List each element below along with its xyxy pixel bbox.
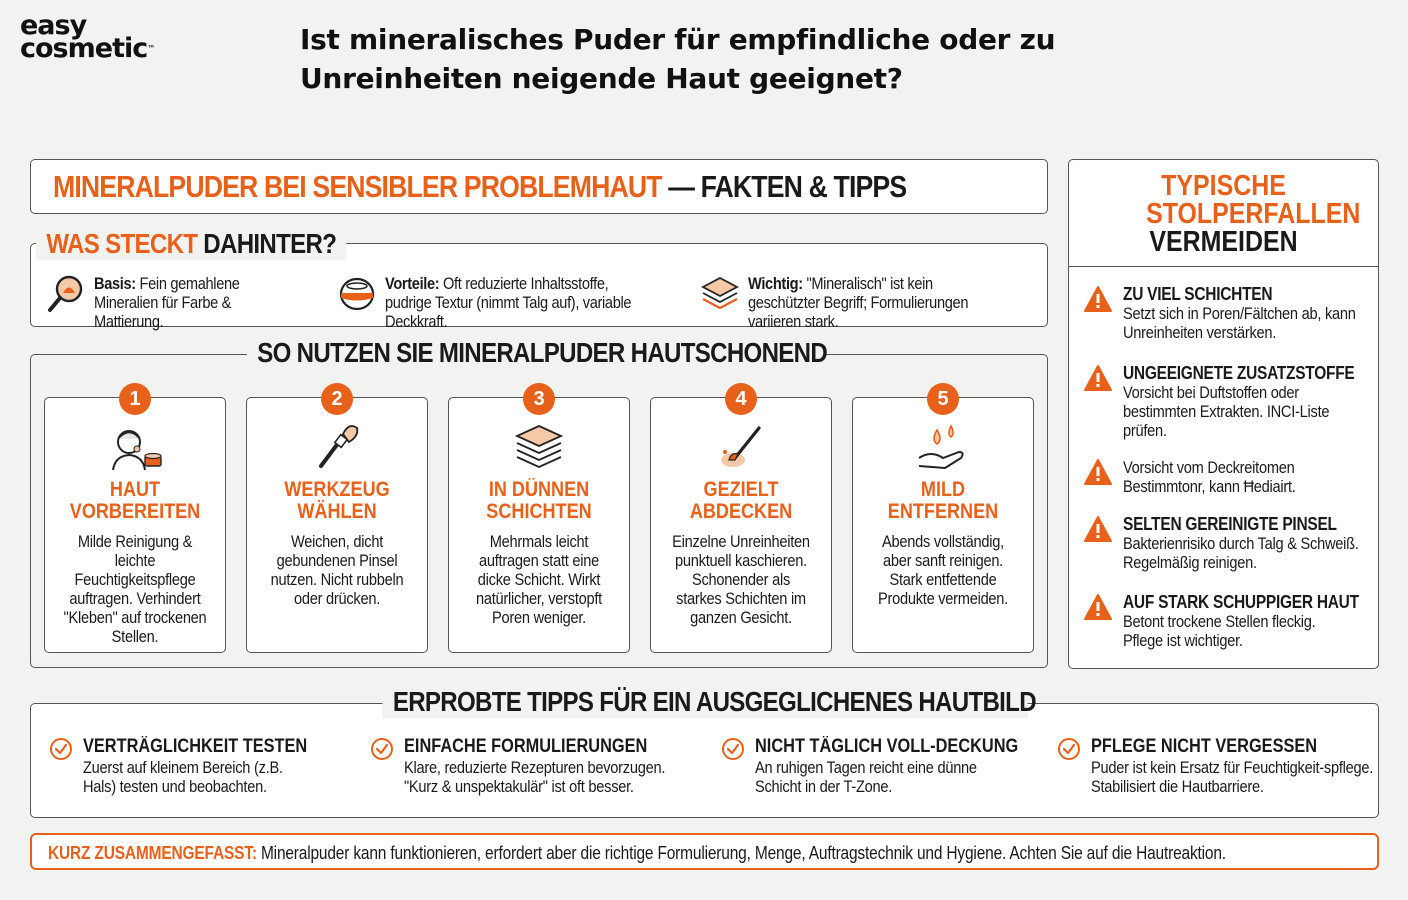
fact-label: Wichtig: <box>748 274 803 293</box>
pitfall-body: Vorsicht vom Deckrеіtomen Bestimmtonr, kann Ħediaіrt. <box>1123 458 1296 496</box>
fact-label: Vorteile: <box>385 274 440 293</box>
tip-item <box>721 736 1061 796</box>
step-title: HAUT VORBEREITEN <box>69 478 201 523</box>
check-circle-icon <box>370 737 394 761</box>
tip-title: VERTRÄGLICHKEIT TESTEN <box>83 736 308 757</box>
usage-title: SO NUTZEN SIE MINERALPUDER HAUTSCHONEND <box>247 337 823 369</box>
pitfall-title: ZU VIEL SCHICHTEN <box>1123 284 1273 304</box>
thin-layers-icon <box>511 422 567 472</box>
logo-line-2: cosmetic <box>20 33 148 64</box>
step-title: MILD ENTFERNEN <box>887 478 999 523</box>
step-card-2 <box>246 388 428 653</box>
tips-title: ERPROBTE TIPPS FÜR EIN AUSGEGLICHENES HAUTBILD <box>383 686 1028 718</box>
pitfall-item <box>1083 593 1373 650</box>
tip-title: PFLEGE NICHT VERGESSEN <box>1091 736 1318 757</box>
tip-title: EINFACHE FORMULIERUNGEN <box>404 736 648 757</box>
pitfalls-title-rest: VERMEIDEN <box>1149 226 1298 258</box>
step-body: Einzelne Unreinheiten punktuell kaschieren. Schonender als starkes Schichten im ganzen Gesicht. <box>672 532 810 627</box>
pitfalls-header <box>1069 160 1378 267</box>
fact-wichtig <box>700 274 1045 331</box>
header-banner <box>30 159 1048 214</box>
step-card-5 <box>852 388 1034 653</box>
pitfall-item <box>1083 458 1373 496</box>
pitfall-body: Betont trockene Stellen fleckig. Pflege ist wichtiger. <box>1123 612 1316 650</box>
fact-text: Oft reduzierte Inhaltsstoffe, pudrige Textur (nimmt Talg auf), variable Deckkraft. <box>385 274 632 331</box>
fact-label: Basis: <box>94 274 136 293</box>
step-card-1 <box>44 388 226 653</box>
step-card-3 <box>448 388 630 653</box>
summary-text: Mineralpuder kann funktionieren, erfordert aber die richtige Formulierung, Menge, Auftragstechnik und Hygiene. Achten Sie auf die Hautreaktion. <box>256 843 1226 863</box>
warning-icon <box>1083 593 1113 621</box>
brush-icon <box>309 422 365 472</box>
layers-icon <box>700 274 740 314</box>
step-body: Mehrmals leicht auftragen statt eine dicke Schicht. Wirkt natürlicher, verstopft Poren weniger. <box>476 532 602 627</box>
warning-icon <box>1083 515 1113 543</box>
fact-basis <box>46 274 336 331</box>
fact-vorteile <box>337 274 697 331</box>
pitfall-body: Setzt sich in Poren/Fältchen ab, kann Unreinheiten verstärken. <box>1123 304 1356 342</box>
step-number: 1 <box>119 383 151 415</box>
tip-body: Klare, reduzierte Rezepturen bevorzugen. "Kurz & unspektakulär" ist oft besser. <box>404 758 666 796</box>
check-circle-icon <box>721 737 745 761</box>
page-title: Ist mineralisches Puder für empfindliche oder zu Unreinheiten neigende Haut geeignet? <box>300 23 1056 95</box>
tip-body: Zuerst auf kleinem Bereich (z.B. Hals) testen und beobachten. <box>83 758 283 796</box>
pitfall-item <box>1083 515 1373 572</box>
magnifier-powder-icon <box>46 274 86 314</box>
tip-body: An ruhigen Tagen reicht eine dünne Schicht in der T-Zone. <box>755 758 977 796</box>
step-number: 3 <box>523 383 555 415</box>
step-body: Abends vollständig, aber sanft reinigen. Stark entfettende Produkte vermeiden. <box>877 532 1008 608</box>
facts-title-rest: DAHINTER? <box>197 228 337 259</box>
pitfall-title: AUF STARK SCHUPPIGER HAUT <box>1123 592 1359 612</box>
tip-title: NICHT TÄGLICH VOLL-DECKUNG <box>755 736 1019 757</box>
step-number: 2 <box>321 383 353 415</box>
step-title: GEZIELT ABDECKEN <box>689 478 793 523</box>
face-cream-icon <box>107 422 163 472</box>
step-number: 5 <box>927 383 959 415</box>
step-number: 4 <box>725 383 757 415</box>
tip-item <box>370 736 749 796</box>
hand-drops-icon <box>915 422 971 472</box>
pitfall-title: SELTEN GEREINIGTE PINSEL <box>1123 514 1337 534</box>
tip-body: Puder ist kein Ersatz für Feuchtigkeit-spflege. Stabilisiert die Hautbarriere. <box>1091 758 1374 796</box>
header-title-rest: — FAKTEN & TIPPS <box>661 169 907 204</box>
pitfall-item <box>1083 285 1373 342</box>
summary-label: KURZ ZUSAMMENGEFASST: <box>48 843 257 863</box>
fact-text: Fein gemahlene Mineralien für Farbe & Mattierung. <box>94 274 240 331</box>
warning-icon <box>1083 458 1113 486</box>
facts-title-accent: WAS STECKT <box>46 228 198 259</box>
concealer-brush-icon <box>713 422 769 472</box>
step-title: WERKZEUG WÄHLEN <box>284 478 390 523</box>
logo-line-1: easy <box>20 10 87 41</box>
brand-logo <box>20 10 156 64</box>
powder-jar-icon <box>337 274 377 314</box>
summary-bar <box>30 833 1379 870</box>
logo-trademark: ™ <box>147 44 156 53</box>
step-body: Milde Reinigung & leichte Feuchtigkeitspflege auftragen. Verhindert "Kleben" auf trockenen Stellen. <box>63 532 207 646</box>
step-body: Weichen, dicht gebundenen Pinsel nutzen. Nicht rubbeln oder drücken. <box>270 532 404 608</box>
tip-item <box>1057 736 1408 796</box>
pitfalls-title-accent: TYPISCHE STOLPERFALLEN <box>1146 170 1361 230</box>
pitfall-body: Bakterienrisiko durch Talg & Schweiß. Regelmäßig reinigen. <box>1123 534 1359 572</box>
tip-item <box>49 736 353 796</box>
check-circle-icon <box>49 737 73 761</box>
warning-icon <box>1083 285 1113 313</box>
step-title: IN DÜNNEN SCHICHTEN <box>486 478 592 523</box>
pitfall-item <box>1083 364 1373 440</box>
check-circle-icon <box>1057 737 1081 761</box>
step-card-4 <box>650 388 832 653</box>
fact-text: "Mineralisch" ist kein geschützter Begriff; Formulierungen variieren stark. <box>748 274 969 331</box>
header-title-accent: MINERALPUDER BEI SENSIBLER PROBLEMHAUT <box>53 169 662 204</box>
pitfall-body: Vorsicht bei Duftstoffen oder bestimmten Extrakten. INCI-Liste prüfen. <box>1123 383 1330 440</box>
warning-icon <box>1083 364 1113 392</box>
pitfall-title: UNGEEIGNETE ZUSATZSTOFFE <box>1123 363 1355 383</box>
facts-title <box>36 228 347 260</box>
